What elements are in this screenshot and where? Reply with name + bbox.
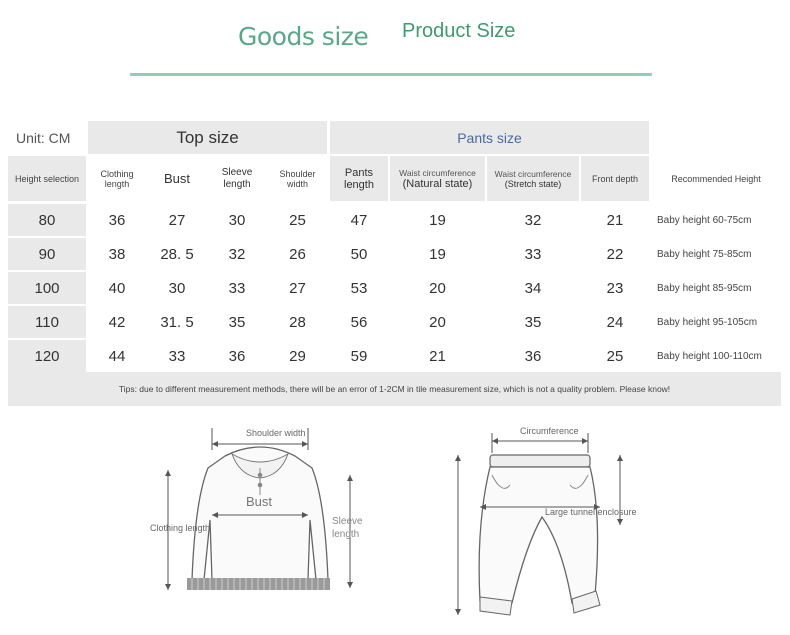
cell-height: 80 <box>8 204 86 236</box>
cell-bust: 33 <box>148 340 206 372</box>
cell-waist-stretch: 35 <box>487 306 579 338</box>
cell-front-depth: 25 <box>581 340 649 372</box>
cell-front-depth: 22 <box>581 238 649 270</box>
tips-note: Tips: due to different measurement methods, there will be an error of 1-2CM in tile measurement size, which is not a quality problem. Please know! <box>8 372 781 406</box>
cell-sleeve: 30 <box>208 204 266 236</box>
pants-diagram <box>430 425 660 620</box>
cell-clothing-length: 42 <box>88 306 146 338</box>
col-recommended-height: Recommended Height <box>651 156 781 201</box>
clothing-length-label: Clothing length <box>150 523 211 533</box>
cell-waist-natural: 21 <box>390 340 485 372</box>
col-waist-stretch-label: Waist circumference <box>494 168 572 179</box>
cell-clothing-length: 44 <box>88 340 146 372</box>
goods-size-title: Goods size <box>238 22 369 51</box>
cell-height: 100 <box>8 272 86 304</box>
cell-waist-natural: 19 <box>390 238 485 270</box>
cell-recommended: Baby height 100-110cm <box>651 340 781 372</box>
cell-waist-stretch: 33 <box>487 238 579 270</box>
button-icon <box>258 473 263 478</box>
cell-pants-length: 59 <box>330 340 388 372</box>
bust-label: Bust <box>246 494 273 509</box>
cell-pants-length: 50 <box>330 238 388 270</box>
col-pants-length: Pants length <box>330 156 388 201</box>
col-clothing-length: Clothing length <box>88 156 146 201</box>
cell-shoulder: 25 <box>268 204 327 236</box>
col-height-selection: Height selection <box>8 156 86 201</box>
cell-clothing-length: 36 <box>88 204 146 236</box>
cell-recommended: Baby height 60-75cm <box>651 204 781 236</box>
cell-waist-stretch: 36 <box>487 340 579 372</box>
cell-waist-natural: 19 <box>390 204 485 236</box>
cell-bust: 31. 5 <box>148 306 206 338</box>
cell-pants-length: 53 <box>330 272 388 304</box>
col-waist-natural-sub: (Natural state) <box>402 177 473 190</box>
col-waist-stretch <box>487 156 579 201</box>
product-size-title: Product Size <box>402 20 516 42</box>
pants-body <box>479 467 597 603</box>
cell-sleeve: 33 <box>208 272 266 304</box>
cell-front-depth: 23 <box>581 272 649 304</box>
cell-height: 90 <box>8 238 86 270</box>
cell-shoulder: 29 <box>268 340 327 372</box>
pants-waistband <box>490 455 590 467</box>
cell-bust: 28. 5 <box>148 238 206 270</box>
sleeve-length-label: Sleeve length <box>332 516 363 540</box>
cell-sleeve: 35 <box>208 306 266 338</box>
cell-waist-natural: 20 <box>390 306 485 338</box>
unit-label: Unit: CM <box>8 121 86 154</box>
top-size-header: Top size <box>88 121 327 154</box>
cell-pants-length: 47 <box>330 204 388 236</box>
cell-front-depth: 24 <box>581 306 649 338</box>
cell-recommended: Baby height 95-105cm <box>651 306 781 338</box>
title-divider <box>130 73 652 76</box>
pants-size-header: Pants size <box>330 121 649 154</box>
cell-clothing-length: 38 <box>88 238 146 270</box>
button-icon <box>258 483 263 488</box>
col-front-depth: Front depth <box>581 156 649 201</box>
cell-pants-length: 56 <box>330 306 388 338</box>
col-sleeve-length: Sleeve length <box>208 156 266 201</box>
cell-recommended: Baby height 85-95cm <box>651 272 781 304</box>
col-waist-stretch-sub: (Stretch state) <box>504 178 562 189</box>
col-waist-natural-label: Waist circumference <box>399 167 476 178</box>
cell-waist-stretch: 32 <box>487 204 579 236</box>
col-bust: Bust <box>148 156 206 201</box>
cell-height: 120 <box>8 340 86 372</box>
cell-shoulder: 28 <box>268 306 327 338</box>
large-tunnel-label: Large tunnel enclosure <box>545 507 637 517</box>
col-waist-natural <box>390 156 485 201</box>
cell-recommended: Baby height 75-85cm <box>651 238 781 270</box>
cell-shoulder: 26 <box>268 238 327 270</box>
cell-waist-stretch: 34 <box>487 272 579 304</box>
cell-sleeve: 36 <box>208 340 266 372</box>
cell-shoulder: 27 <box>268 272 327 304</box>
circumference-label: Circumference <box>520 426 579 436</box>
cell-bust: 27 <box>148 204 206 236</box>
col-shoulder-width: Shoulder width <box>268 156 327 201</box>
shoulder-width-label: Shoulder width <box>246 428 306 438</box>
cell-sleeve: 32 <box>208 238 266 270</box>
cell-height: 110 <box>8 306 86 338</box>
top-garment-diagram <box>140 420 380 600</box>
cell-clothing-length: 40 <box>88 272 146 304</box>
cell-front-depth: 21 <box>581 204 649 236</box>
cell-waist-natural: 20 <box>390 272 485 304</box>
cell-bust: 30 <box>148 272 206 304</box>
